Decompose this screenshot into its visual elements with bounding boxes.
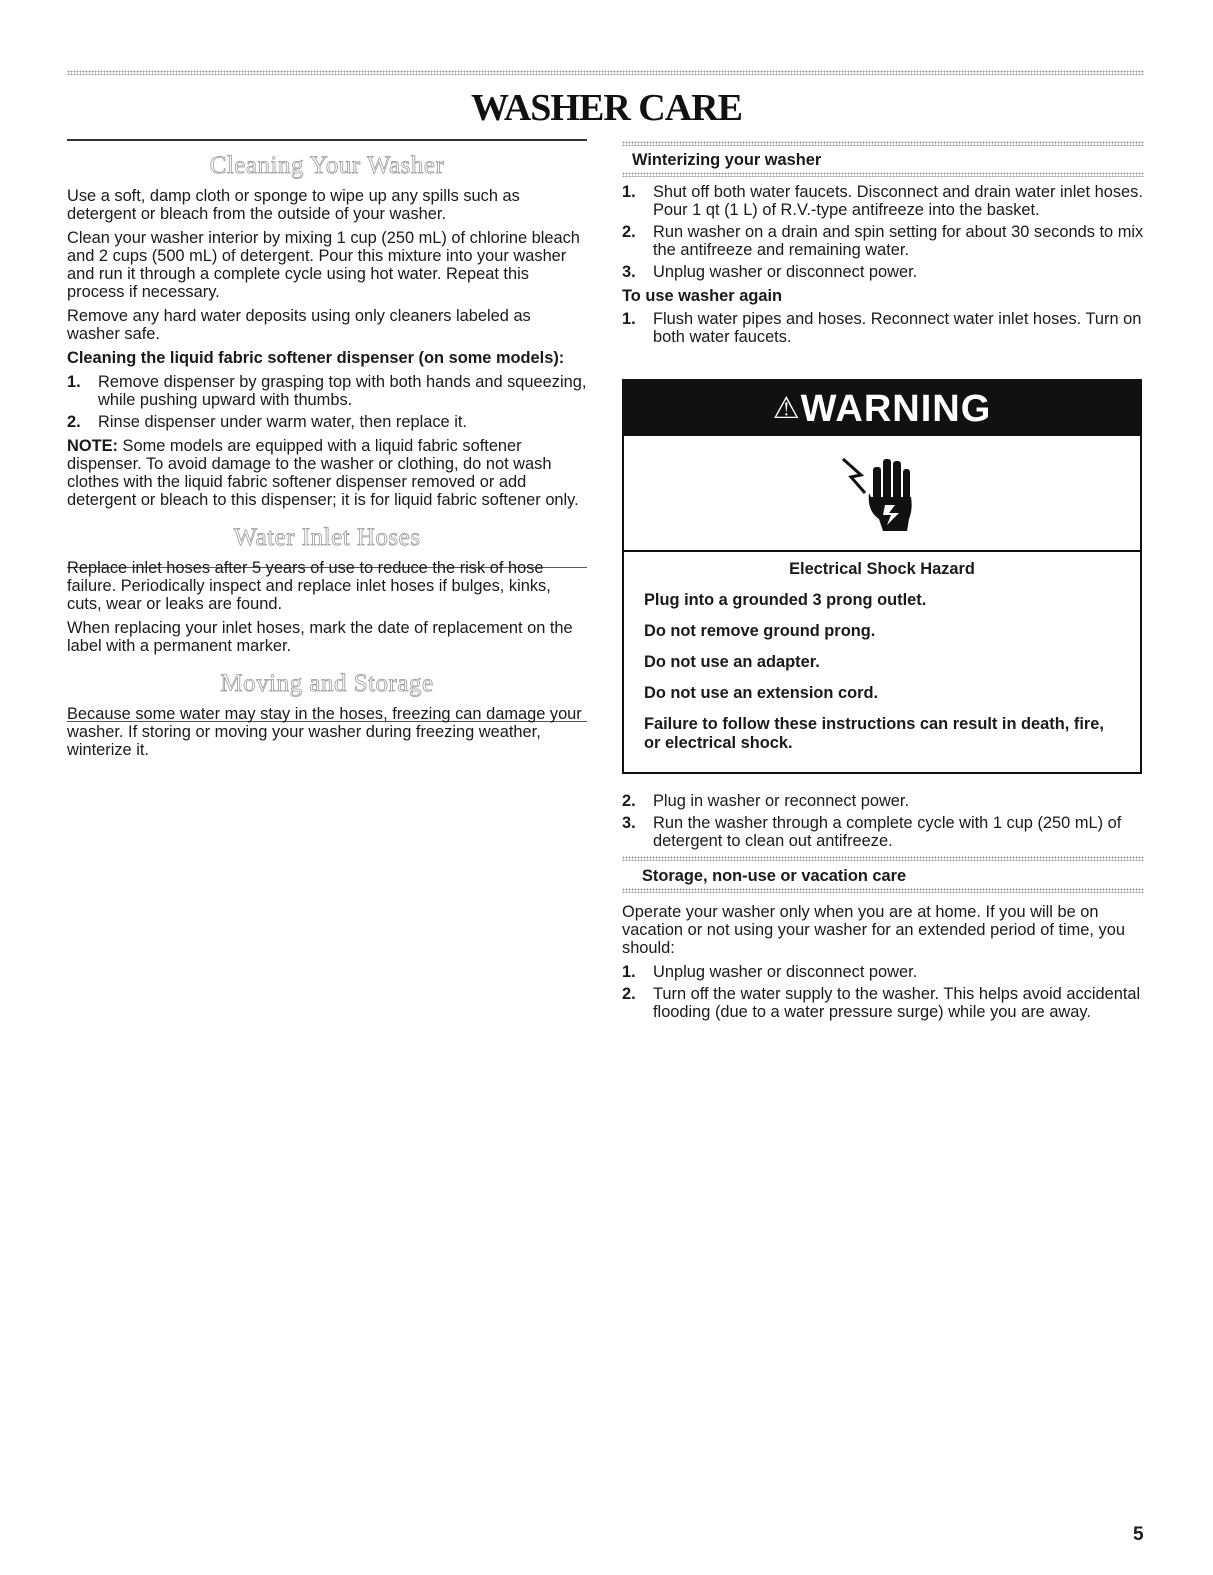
hoses-paragraph-2: When replacing your inlet hoses, mark the date of replacement on the label with a permanent marker. — [67, 619, 573, 655]
use-again-steps — [622, 310, 1144, 346]
list-item — [622, 963, 1144, 981]
after-warning-steps — [622, 792, 1144, 850]
moving-section — [67, 669, 587, 759]
step-number: 2. — [622, 223, 636, 241]
warning-line: Do not use an extension cord. — [644, 684, 879, 702]
step-text: Unplug washer or disconnect power. — [653, 263, 918, 281]
step-number: 2. — [622, 985, 636, 1003]
warning-line: Do not remove ground prong. — [644, 622, 876, 640]
hazard-title: Electrical Shock Hazard — [789, 560, 975, 578]
warning-line: Do not use an adapter. — [644, 653, 820, 671]
list-item — [67, 413, 587, 431]
cleaning-paragraph-2: Clean your washer interior by mixing 1 cup (250 mL) of chlorine bleach and 2 cups (500 mL) of detergent. Pour this mixture into your washer and run it through a complete cycle using hot water. Repeat this process if necessary. — [67, 229, 580, 301]
page-title: WASHER CARE — [471, 87, 742, 129]
list-item — [622, 223, 1144, 259]
moving-heading: Moving and Storage — [220, 670, 434, 697]
page-number: 5 — [1133, 1524, 1144, 1545]
warning-box — [622, 379, 1142, 774]
step-text: Run the washer through a complete cycle with 1 cup (250 mL) of detergent to clean out antifreeze. — [653, 814, 1122, 850]
step-text: Rinse dispenser under warm water, then replace it. — [98, 413, 467, 431]
list-item — [67, 373, 587, 409]
step-number: 3. — [622, 263, 636, 281]
moving-paragraph: Because some water may stay in the hoses, freezing can damage your washer. If storing or moving your washer during freezing weather, winterize it. — [67, 705, 582, 759]
step-text: Flush water pipes and hoses. Reconnect water inlet hoses. Turn on both water faucets. — [653, 310, 1142, 346]
note-label: NOTE: — [67, 437, 118, 455]
warning-line: Plug into a grounded 3 prong outlet. — [644, 591, 927, 609]
step-text: Remove dispenser by grasping top with both hands and squeezing, while pushing upward with thumbs. — [98, 373, 587, 409]
storage-steps — [622, 963, 1144, 1021]
list-item — [622, 814, 1144, 850]
step-text: Plug in washer or reconnect power. — [653, 792, 910, 810]
step-number: 2. — [67, 413, 81, 431]
list-item — [622, 183, 1144, 219]
winterizing-heading-rule — [622, 172, 1144, 177]
hoses-section — [67, 523, 587, 655]
left-column — [67, 151, 587, 765]
warning-line: Failure to follow these instructions can result in death, fire, or electrical shock. — [644, 715, 1104, 752]
right-column-top-rule — [622, 141, 1144, 146]
warning-banner — [624, 381, 1140, 436]
step-number: 1. — [622, 310, 636, 328]
electrical-shock-hand-icon — [839, 453, 929, 533]
step-text: Turn off the water supply to the washer. This helps avoid accidental flooding (due to a water pressure surge) while you are away. — [653, 985, 1141, 1021]
step-number: 2. — [622, 792, 636, 810]
after-warning-section — [622, 792, 1144, 1027]
note-paragraph — [67, 437, 587, 509]
step-number: 1. — [67, 373, 81, 391]
step-number: 3. — [622, 814, 636, 832]
list-item — [622, 310, 1144, 346]
use-again-heading: To use washer again — [622, 287, 783, 305]
list-item — [622, 263, 1144, 281]
storage-heading: Storage, non-use or vacation care — [642, 867, 907, 885]
cleaning-paragraph-3: Remove any hard water deposits using only cleaners labeled as washer safe. — [67, 307, 531, 343]
step-number: 1. — [622, 183, 636, 201]
winterizing-section — [622, 151, 1144, 352]
cleaning-paragraph-1: Use a soft, damp cloth or sponge to wipe up any spills such as detergent or bleach from the outside of your washer. — [67, 187, 520, 223]
step-text: Shut off both water faucets. Disconnect and drain water inlet hoses. Pour 1 qt (1 L) of R.V.-type antifreeze into the basket. — [653, 183, 1143, 219]
storage-heading-rule — [622, 888, 1144, 893]
hoses-heading: Water Inlet Hoses — [233, 524, 421, 551]
step-text: Unplug washer or disconnect power. — [653, 963, 918, 981]
warning-banner-text: WARNING — [800, 388, 992, 430]
dispenser-heading: Cleaning the liquid fabric softener dispenser (on some models): — [67, 349, 565, 367]
dispenser-steps — [67, 373, 587, 431]
list-item — [622, 792, 1144, 810]
hoses-paragraph-1: Replace inlet hoses after 5 years of use to reduce the risk of hose failure. Periodically inspect and replace inlet hoses if bulges, kinks, cuts, wear or leaks are found. — [67, 559, 551, 613]
storage-top-rule — [622, 856, 1144, 861]
winterizing-steps — [622, 183, 1144, 281]
step-number: 1. — [622, 963, 636, 981]
top-dotted-rule — [67, 70, 1144, 75]
warning-icon-area — [624, 436, 1140, 552]
warning-body — [624, 552, 1140, 753]
left-column-top-rule — [67, 139, 587, 141]
step-text: Run washer on a drain and spin setting for about 30 seconds to mix the antifreeze and remaining water. — [653, 223, 1144, 259]
winterizing-heading: Winterizing your washer — [632, 151, 822, 169]
list-item — [622, 985, 1144, 1021]
note-text: Some models are equipped with a liquid fabric softener dispenser. To avoid damage to the washer or clothing, do not wash clothes with the liquid fabric softener dispenser removed or add detergent or bleach to this dispenser; it is for liquid fabric softener only. — [67, 437, 579, 509]
cleaning-heading: Cleaning Your Washer — [209, 152, 445, 179]
warning-triangle-icon: ⚠ — [772, 392, 801, 425]
cleaning-section — [67, 151, 587, 509]
storage-paragraph: Operate your washer only when you are at home. If you will be on vacation or not using your washer for an extended period of time, you should: — [622, 903, 1125, 957]
